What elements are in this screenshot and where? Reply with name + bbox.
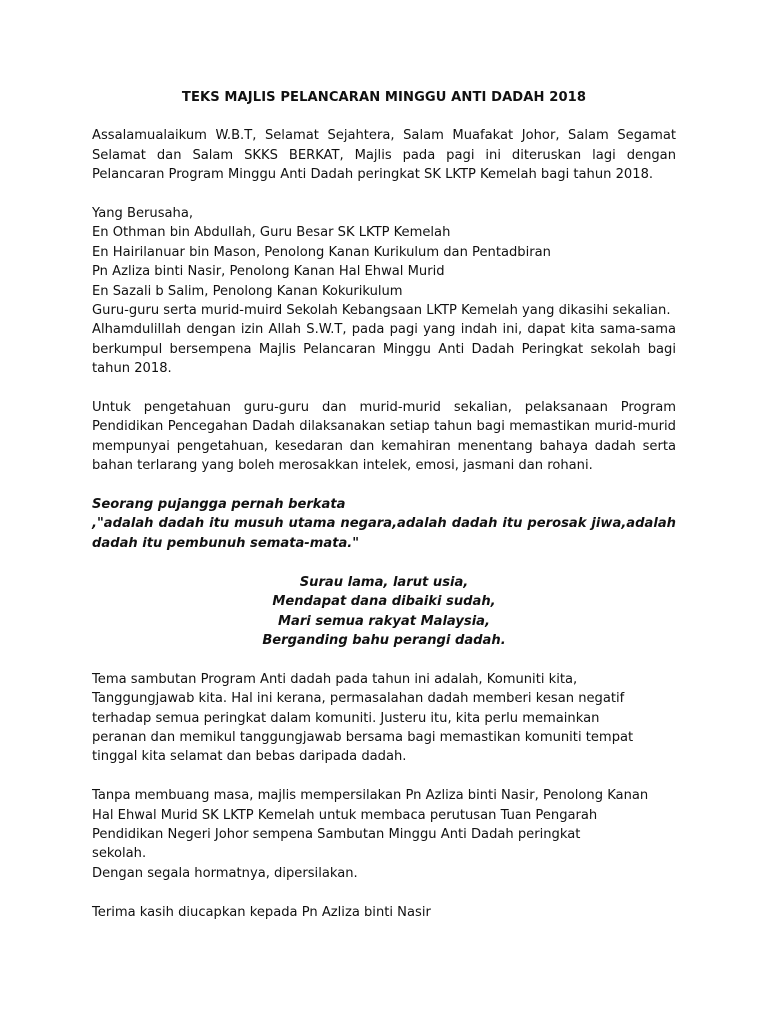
greeting-line: En Sazali b Salim, Penolong Kanan Kokurikulum (92, 283, 403, 299)
pantun-line: Mendapat dana dibaiki sudah, (272, 594, 496, 610)
pantun-block (92, 573, 676, 651)
theme-paragraph (92, 670, 676, 767)
pantun-line: Mari semua rakyat Malaysia, (277, 613, 490, 629)
theme-line: peranan dan memikul tanggungjawab bersama bagi memastikan komuniti tempat (92, 729, 634, 745)
intro-paragraph: Assalamualaikum W.B.T, Selamat Sejahtera, Salam Muafakat Johor, Salam Segamat Selamat dan Salam SKKS BERKAT, Majlis pada pagi ini diteruskan lagi dengan Pelancaran Program Minggu Anti Dadah peringkat SK LKTP Kemelah bagi tahun 2018. (92, 128, 676, 183)
theme-line: Tema sambutan Program Anti dadah pada tahun ini adalah, Komuniti kita, (92, 671, 578, 687)
quote-intro: Seorang pujangga pernah berkata (92, 497, 346, 513)
greeting-block (92, 204, 676, 301)
greeting-all-paragraph: Guru-guru serta murid-muird Sekolah Kebangsaan LKTP Kemelah yang dikasihi sekalian. (92, 303, 671, 319)
alhamdulillah-paragraph: Alhamdulillah dengan izin Allah S.W.T, pada pagi yang indah ini, dapat kita sama-sama berkumpul bersempena Majlis Pelancaran Minggu Anti Dadah Peringkat sekolah bagi tahun 2018. (92, 322, 676, 377)
invite-line: Tanpa membuang masa, majlis mempersilakan Pn Azliza binti Nasir, Penolong Kanan (92, 788, 649, 804)
invite-line: sekolah. (92, 846, 147, 862)
greeting-line: Yang Berusaha, (92, 206, 194, 222)
pantun-line: Berganding bahu perangi dadah. (262, 632, 506, 648)
pantun-line: Surau lama, larut usia, (299, 574, 469, 590)
greeting-line: En Othman bin Abdullah, Guru Besar SK LKTP Kemelah (92, 225, 451, 241)
invite-line: Hal Ehwal Murid SK LKTP Kemelah untuk membaca perutusan Tuan Pengarah (92, 807, 598, 823)
theme-line: Tanggungjawab kita. Hal ini kerana, permasalahan dadah memberi kesan negatif (92, 691, 625, 707)
quote-text: ,"adalah dadah itu musuh utama negara,adalah dadah itu perosak jiwa,adalah dadah itu pembunuh semata-mata." (92, 516, 676, 551)
invite-line: Dengan segala hormatnya, dipersilakan. (92, 865, 358, 881)
theme-line: tinggal kita selamat dan bebas daripada dadah. (92, 749, 407, 765)
greeting-line: En Hairilanuar bin Mason, Penolong Kanan Kurikulum dan Pentadbiran (92, 244, 551, 260)
info-paragraph: Untuk pengetahuan guru-guru dan murid-murid sekalian, pelaksanaan Program Pendidikan Pencegahan Dadah dilaksanakan setiap tahun bagi memastikan murid-murid mempunyai pengetahuan, kesedaran dan kemahiran menentang bahaya dadah serta bahan terlarang yang boleh merosakkan intelek, emosi, jasmani dan rohani. (92, 400, 676, 474)
theme-line: terhadap semua peringkat dalam komuniti. Justeru itu, kita perlu memainkan (92, 710, 600, 726)
invite-line: Pendidikan Negeri Johor sempena Sambutan Minggu Anti Dadah peringkat (92, 826, 581, 842)
document-title: TEKS MAJLIS PELANCARAN MINGGU ANTI DADAH 2018 (181, 90, 587, 105)
thanks-line: Terima kasih diucapkan kepada Pn Azliza binti Nasir (92, 904, 431, 920)
greeting-line: Pn Azliza binti Nasir, Penolong Kanan Hal Ehwal Murid (92, 264, 445, 280)
invite-paragraph (92, 786, 676, 883)
